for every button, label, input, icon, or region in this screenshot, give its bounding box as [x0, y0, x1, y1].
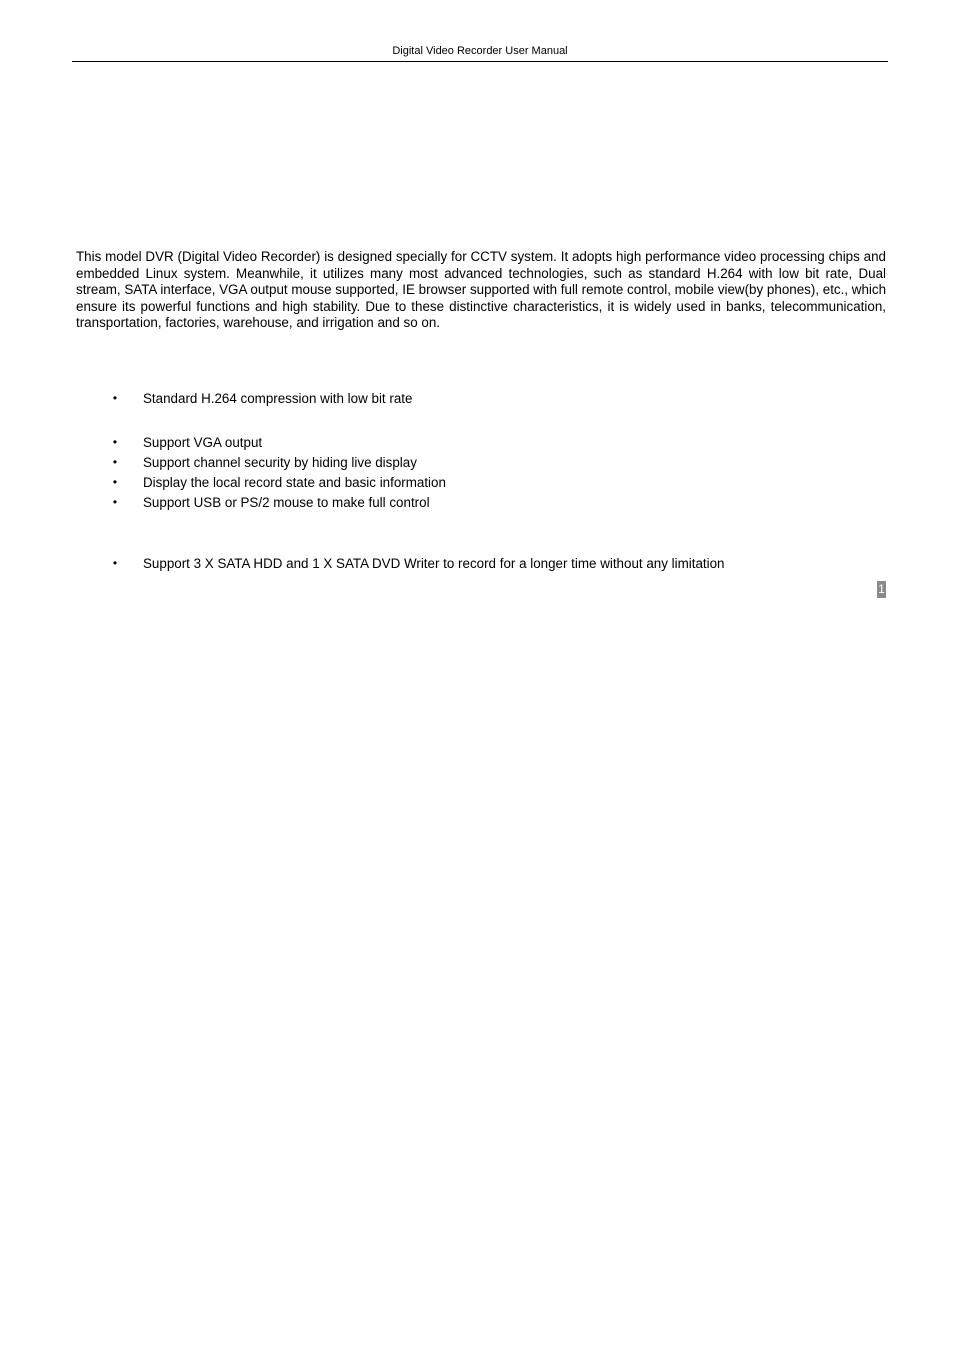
feature-list-item: [0, 474, 954, 491]
feature-text: Support VGA output: [143, 435, 263, 450]
feature-text: Support 3 X SATA HDD and 1 X SATA DVD Writer to record for a longer time without any limitation: [143, 556, 725, 571]
bullet-icon: •: [112, 475, 118, 489]
bullet-icon: •: [112, 556, 118, 570]
feature-list-item: [0, 434, 954, 451]
page-number: 1: [878, 582, 885, 596]
feature-text: Display the local record state and basic information: [143, 475, 446, 490]
bullet-icon: •: [112, 455, 118, 469]
header-rule: [72, 61, 888, 62]
bullet-icon: •: [112, 435, 118, 449]
feature-list-item: [0, 390, 954, 407]
feature-list-item: [0, 454, 954, 471]
feature-list-item: [0, 494, 954, 511]
running-header-title: Digital Video Recorder User Manual: [392, 45, 568, 57]
feature-list-item: [0, 555, 954, 572]
bullet-icon: •: [112, 495, 118, 509]
intro-paragraph: This model DVR (Digital Video Recorder) is designed specially for CCTV system. It adopts high performance video processing chips and embedded Linux system. Meanwhile, it utilizes many most advanced technologies, such as standard H.264 with low bit rate, Dual stream, SATA interface, VGA output mouse supported, IE browser supported with full remote control, mobile view(by phones), etc., which ensure its powerful functions and high stability. Due to these distinctive characteristics, it is widely used in banks, telecommunication, transportation, factories, warehouse, and irrigation and so on.: [76, 249, 887, 331]
bullet-icon: •: [112, 391, 118, 405]
feature-text: Support channel security by hiding live display: [143, 455, 417, 470]
feature-text: Support USB or PS/2 mouse to make full control: [143, 495, 430, 510]
feature-text: Standard H.264 compression with low bit rate: [143, 391, 413, 406]
